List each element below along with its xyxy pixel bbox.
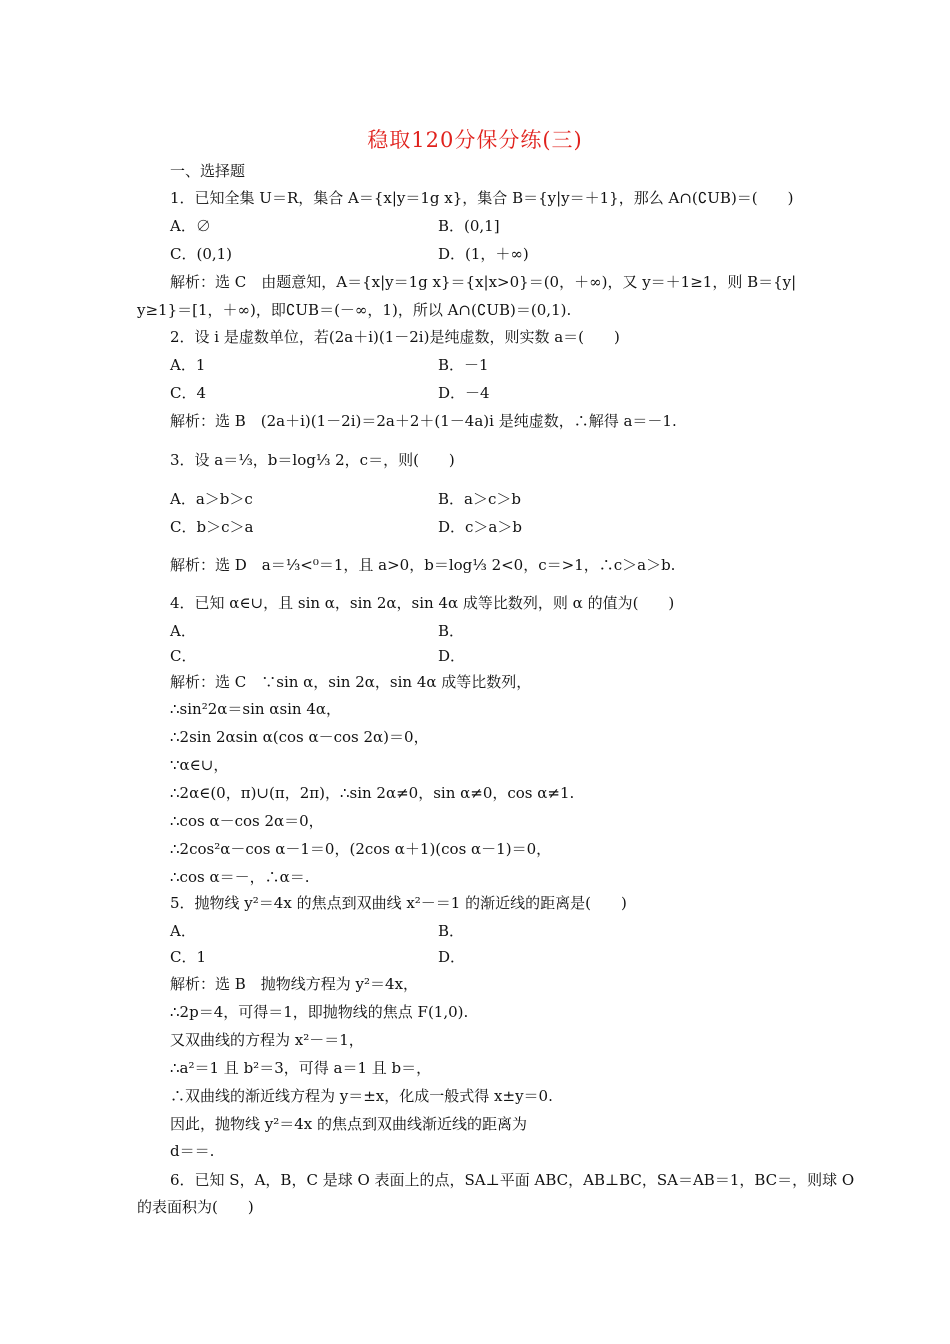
q5-option-c: C．1 — [170, 948, 207, 966]
q6-stem-line1: 6．已知 S，A，B，C 是球 O 表面上的点，SA⊥平面 ABC，AB⊥BC，SA＝AB＝1，BC＝，则球 O — [170, 1171, 855, 1189]
q5-solution-line: 解析：选 B 抛物线方程为 y²＝4x， — [170, 975, 419, 993]
q5-stem: 5．抛物线 y²＝4x 的焦点到双曲线 x²－＝1 的渐近线的距离是( ) — [170, 894, 627, 912]
q4-solution-line: ∴cos α＝－，∴α＝. — [170, 868, 310, 886]
q3-option-b: B．a＞c＞b — [438, 490, 521, 508]
q4-solution-line: ∴2α∈(0，π)∪(π，2π)，∴sin 2α≠0，sin α≠0，cos α≠1. — [170, 784, 575, 802]
q5-option-d: D． — [438, 948, 466, 966]
section-heading: 一、选择题 — [170, 162, 246, 180]
q4-solution-line: ∵α∈∪， — [170, 756, 229, 774]
q1-option-d: D．(1，＋∞) — [438, 245, 529, 263]
q3-stem: 3．设 a＝⅓，b＝log⅓ 2，c＝，则( ) — [170, 451, 455, 469]
q3-option-d: D．c＞a＞b — [438, 518, 522, 536]
q5-option-a: A． — [170, 922, 196, 940]
q1-option-b: B．(0,1] — [438, 217, 500, 235]
q2-stem: 2．设 i 是虚数单位，若(2a＋i)(1－2i)是纯虚数，则实数 a＝( ) — [170, 328, 620, 346]
q3-option-c: C．b＞c＞a — [170, 518, 254, 536]
q4-solution-line: ∴sin²2α＝sin αsin 4α， — [170, 700, 342, 718]
q5-solution-line: ∴2p＝4，可得＝1，即抛物线的焦点 F(1,0). — [170, 1003, 469, 1021]
q2-solution: 解析：选 B (2a＋i)(1－2i)＝2a＋2＋(1－4a)i 是纯虚数，∴解得 a＝－1. — [170, 412, 677, 430]
q2-option-a: A．1 — [170, 356, 206, 374]
q3-option-a: A．a＞b＞c — [170, 490, 253, 508]
q5-solution-line: d＝＝. — [170, 1142, 215, 1160]
q4-option-a: A． — [170, 622, 196, 640]
q4-option-c: C． — [170, 647, 197, 665]
q2-option-d: D．－4 — [438, 384, 490, 402]
q5-solution-line: ∴双曲线的渐近线方程为 y＝±x，化成一般式得 x±y＝0. — [170, 1087, 553, 1105]
q1-option-a: A．∅ — [170, 217, 211, 235]
q4-solution-line: ∴2sin 2αsin α(cos α－cos 2α)＝0， — [170, 728, 429, 746]
q4-option-b: B． — [438, 622, 465, 640]
q5-solution-line: ∴a²＝1 且 b²＝3，可得 a＝1 且 b＝， — [170, 1059, 432, 1077]
q6-stem-line2: 的表面积为( ) — [137, 1198, 254, 1216]
q5-solution-line: 又双曲线的方程为 x²－＝1， — [170, 1031, 364, 1049]
q4-solution-line: ∴cos α－cos 2α＝0， — [170, 812, 324, 830]
q4-solution-line: 解析：选 C ∵sin α，sin 2α，sin 4α 成等比数列， — [170, 673, 532, 691]
q4-solution-line: ∴2cos²α－cos α－1＝0，(2cos α＋1)(cos α－1)＝0， — [170, 840, 552, 858]
q2-option-b: B．－1 — [438, 356, 489, 374]
q1-solution-line2: y≥1}＝[1，＋∞)，即∁UB＝(－∞，1)，所以 A∩(∁UB)＝(0,1). — [137, 301, 572, 319]
q1-solution-line1: 解析：选 C 由题意知，A＝{x|y＝1g x}＝{x|x>0}＝(0，＋∞)，又 y＝＋1≥1，则 B＝{y| — [170, 273, 797, 291]
q1-option-c: C．(0,1) — [170, 245, 233, 263]
q1-stem: 1．已知全集 U＝R，集合 A＝{x|y＝1g x}，集合 B＝{y|y＝＋1}，那么 A∩(∁UB)＝( ) — [170, 189, 794, 207]
q5-solution-line: 因此，抛物线 y²＝4x 的焦点到双曲线渐近线的距离为 — [170, 1115, 528, 1133]
q2-option-c: C．4 — [170, 384, 207, 402]
page-title: 稳取120分保分练(三) — [367, 128, 583, 152]
q4-option-d: D． — [438, 647, 466, 665]
q4-stem: 4．已知 α∈∪，且 sin α，sin 2α，sin 4α 成等比数列，则 α 的值为( ) — [170, 594, 675, 612]
q5-option-b: B． — [438, 922, 465, 940]
q3-solution: 解析：选 D a＝⅓<⁰＝1，且 a>0，b＝log⅓ 2<0，c＝>1，∴c＞a＞b. — [170, 556, 676, 574]
